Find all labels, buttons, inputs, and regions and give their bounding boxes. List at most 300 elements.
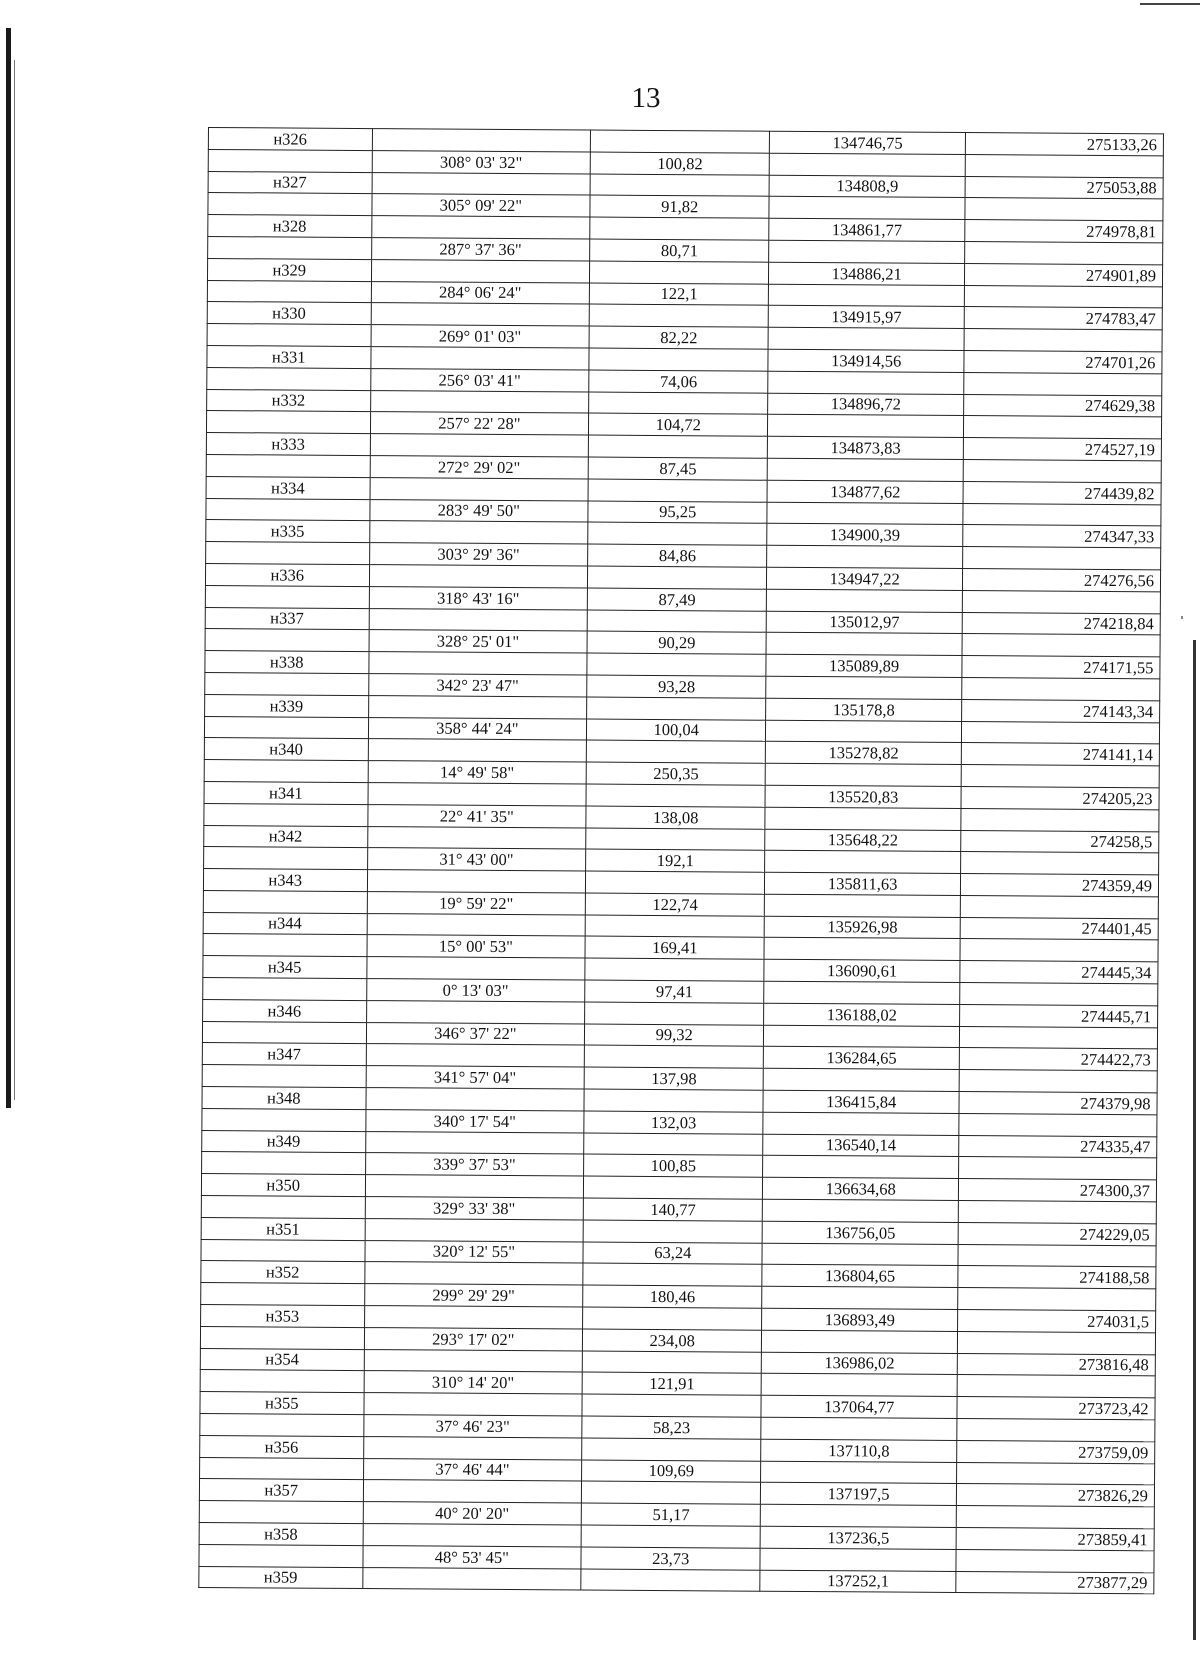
y-coordinate-cell: 274978,81 — [965, 220, 1163, 243]
x-coordinate-cell: 134886,21 — [769, 262, 965, 285]
point-id-cell: н346 — [203, 999, 367, 1022]
x-coordinate-cell: 134947,22 — [767, 567, 963, 590]
direction-angle-cell: 339° 37' 53" — [365, 1153, 584, 1176]
point-id-cell: н342 — [204, 825, 368, 848]
empty-cell — [371, 259, 590, 282]
point-id-cell: н358 — [199, 1522, 363, 1545]
y-coordinate-cell: 274439,82 — [963, 481, 1161, 504]
point-id-cell: н338 — [205, 651, 369, 674]
empty-cell — [761, 1417, 957, 1440]
empty-cell — [200, 1413, 364, 1436]
y-coordinate-cell: 274188,58 — [958, 1266, 1156, 1289]
y-coordinate-cell: 274300,37 — [958, 1179, 1156, 1202]
empty-cell — [964, 372, 1162, 395]
x-coordinate-cell: 135648,22 — [765, 829, 961, 852]
empty-cell — [206, 411, 370, 434]
empty-cell — [207, 367, 371, 390]
scan-edge-left-thin — [14, 60, 15, 1100]
empty-cell — [958, 1201, 1156, 1224]
x-coordinate-cell: 136634,68 — [763, 1177, 959, 1200]
empty-cell — [371, 216, 590, 239]
segment-length-cell: 63,24 — [583, 1242, 762, 1265]
point-id-cell: н332 — [207, 389, 371, 412]
empty-cell — [362, 1567, 581, 1590]
empty-cell — [764, 1025, 960, 1048]
empty-cell — [367, 870, 586, 893]
segment-length-cell: 87,45 — [588, 457, 767, 480]
point-id-cell: н337 — [205, 607, 369, 630]
empty-cell — [202, 1152, 366, 1175]
direction-angle-cell: 272° 29' 02" — [370, 456, 589, 479]
x-coordinate-cell: 134808,9 — [769, 175, 965, 198]
empty-cell — [370, 390, 589, 413]
x-coordinate-cell: 134900,39 — [767, 524, 963, 547]
empty-cell — [960, 895, 1158, 918]
point-id-cell: н336 — [205, 563, 369, 586]
empty-cell — [590, 217, 769, 240]
empty-cell — [365, 1131, 584, 1154]
empty-cell — [589, 392, 768, 415]
point-id-cell: н359 — [199, 1566, 363, 1589]
point-id-cell: н335 — [206, 520, 370, 543]
direction-angle-cell: 308° 03' 32" — [372, 150, 591, 173]
y-coordinate-cell: 274445,34 — [960, 961, 1158, 984]
empty-cell — [206, 454, 370, 477]
empty-cell — [200, 1326, 364, 1349]
segment-length-cell: 100,82 — [590, 152, 769, 175]
x-coordinate-cell: 134914,56 — [768, 349, 964, 372]
x-coordinate-cell: 137236,5 — [760, 1526, 956, 1549]
empty-cell — [589, 304, 768, 327]
empty-cell — [960, 939, 1158, 962]
segment-length-cell: 192,1 — [586, 849, 765, 872]
segment-length-cell: 138,08 — [586, 806, 765, 829]
empty-cell — [582, 1438, 761, 1461]
empty-cell — [369, 565, 588, 588]
y-coordinate-cell: 274229,05 — [958, 1222, 1156, 1245]
empty-cell — [203, 934, 367, 957]
empty-cell — [585, 958, 764, 981]
empty-cell — [764, 981, 960, 1004]
point-id-cell: н330 — [207, 302, 371, 325]
x-coordinate-cell: 135811,63 — [765, 872, 961, 895]
empty-cell — [959, 1157, 1157, 1180]
empty-cell — [763, 1112, 959, 1135]
empty-cell — [588, 479, 767, 502]
empty-cell — [369, 608, 588, 631]
point-id-cell: н349 — [202, 1130, 366, 1153]
direction-angle-cell: 15° 00' 53" — [366, 935, 585, 958]
point-id-cell: н352 — [201, 1261, 365, 1284]
empty-cell — [965, 154, 1163, 177]
segment-length-cell: 122,74 — [585, 893, 764, 916]
y-coordinate-cell: 273816,48 — [957, 1353, 1155, 1376]
empty-cell — [588, 566, 767, 589]
empty-cell — [588, 522, 767, 545]
point-id-cell: н328 — [208, 215, 372, 238]
direction-angle-cell: 318° 43' 16" — [369, 586, 588, 609]
direction-angle-cell: 37° 46' 23" — [363, 1415, 582, 1438]
empty-cell — [589, 348, 768, 371]
empty-cell — [964, 416, 1162, 439]
direction-angle-cell: 14° 49' 58" — [368, 761, 587, 784]
empty-cell — [581, 1569, 760, 1592]
segment-length-cell: 132,03 — [584, 1111, 763, 1134]
empty-cell — [768, 371, 964, 394]
point-id-cell: н333 — [206, 433, 370, 456]
x-coordinate-cell: 136756,05 — [762, 1221, 958, 1244]
empty-cell — [199, 1544, 363, 1567]
empty-cell — [363, 1436, 582, 1459]
empty-cell — [208, 193, 372, 216]
empty-cell — [364, 1349, 583, 1372]
empty-cell — [585, 1002, 764, 1025]
y-coordinate-cell: 274347,33 — [963, 525, 1161, 548]
direction-angle-cell: 31° 43' 00" — [367, 848, 586, 871]
empty-cell — [363, 1393, 582, 1416]
empty-cell — [203, 890, 367, 913]
empty-cell — [365, 1218, 584, 1241]
empty-cell — [368, 695, 587, 718]
x-coordinate-cell: 134896,72 — [768, 393, 964, 416]
direction-angle-cell: 283° 49' 50" — [369, 499, 588, 522]
scan-speck — [1181, 616, 1183, 619]
empty-cell — [202, 1021, 366, 1044]
empty-cell — [366, 1000, 585, 1023]
empty-cell — [585, 915, 764, 938]
empty-cell — [372, 129, 591, 152]
segment-length-cell: 104,72 — [589, 413, 768, 436]
empty-cell — [767, 589, 963, 612]
empty-cell — [370, 434, 589, 457]
empty-cell — [370, 477, 589, 500]
x-coordinate-cell: 136284,65 — [764, 1047, 960, 1070]
direction-angle-cell: 37° 46' 44" — [363, 1458, 582, 1481]
empty-cell — [766, 720, 962, 743]
empty-cell — [372, 172, 591, 195]
empty-cell — [201, 1283, 365, 1306]
empty-cell — [769, 197, 965, 220]
segment-length-cell: 80,71 — [590, 239, 769, 262]
segment-length-cell: 100,04 — [587, 719, 766, 742]
empty-cell — [763, 1156, 959, 1179]
empty-cell — [962, 634, 1160, 657]
segment-length-cell: 97,41 — [585, 980, 764, 1003]
direction-angle-cell: 305° 09' 22" — [371, 194, 590, 217]
empty-cell — [201, 1239, 365, 1262]
empty-cell — [763, 1068, 959, 1091]
empty-cell — [962, 677, 1160, 700]
x-coordinate-cell: 136893,49 — [762, 1308, 958, 1331]
y-coordinate-cell: 274276,56 — [963, 568, 1161, 591]
scan-edge-left — [6, 28, 11, 1108]
empty-cell — [202, 1065, 366, 1088]
empty-cell — [956, 1549, 1154, 1572]
direction-angle-cell: 19° 59' 22" — [367, 891, 586, 914]
x-coordinate-cell: 135278,82 — [766, 742, 962, 765]
segment-length-cell: 109,69 — [582, 1460, 761, 1483]
empty-cell — [205, 672, 369, 695]
segment-length-cell: 180,46 — [583, 1285, 762, 1308]
segment-length-cell: 93,28 — [587, 675, 766, 698]
empty-cell — [762, 1330, 958, 1353]
empty-cell — [367, 913, 586, 936]
point-id-cell: н348 — [202, 1087, 366, 1110]
direction-angle-cell: 256° 03' 41" — [370, 368, 589, 391]
empty-cell — [208, 149, 372, 172]
point-id-cell: н339 — [205, 694, 369, 717]
empty-cell — [206, 542, 370, 565]
empty-cell — [962, 721, 1160, 744]
point-id-cell: н343 — [203, 869, 367, 892]
point-id-cell: н344 — [203, 912, 367, 935]
y-coordinate-cell: 274141,14 — [961, 743, 1159, 766]
point-id-cell: н357 — [199, 1479, 363, 1502]
direction-angle-cell: 22° 41' 35" — [367, 804, 586, 827]
empty-cell — [961, 808, 1159, 831]
empty-cell — [767, 545, 963, 568]
empty-cell — [965, 242, 1163, 265]
empty-cell — [586, 828, 765, 851]
empty-cell — [584, 1045, 763, 1068]
empty-cell — [961, 765, 1159, 788]
empty-cell — [368, 652, 587, 675]
empty-cell — [963, 503, 1161, 526]
point-id-cell: н356 — [200, 1435, 364, 1458]
empty-cell — [371, 303, 590, 326]
point-id-cell: н341 — [204, 781, 368, 804]
segment-length-cell: 58,23 — [582, 1416, 761, 1439]
point-id-cell: н331 — [207, 345, 371, 368]
point-id-cell: н326 — [208, 128, 372, 151]
empty-cell — [207, 280, 371, 303]
empty-cell — [768, 415, 964, 438]
x-coordinate-cell: 137252,1 — [760, 1570, 956, 1593]
empty-cell — [963, 459, 1161, 482]
direction-angle-cell: 269° 01' 03" — [371, 325, 590, 348]
point-id-cell: н355 — [200, 1392, 364, 1415]
empty-cell — [763, 1199, 959, 1222]
segment-length-cell: 137,98 — [584, 1067, 763, 1090]
empty-cell — [770, 153, 966, 176]
empty-cell — [957, 1419, 1155, 1442]
empty-cell — [765, 763, 961, 786]
empty-cell — [764, 938, 960, 961]
empty-cell — [957, 1331, 1155, 1354]
empty-cell — [205, 585, 369, 608]
empty-cell — [761, 1374, 957, 1397]
x-coordinate-cell: 137197,5 — [761, 1483, 957, 1506]
empty-cell — [957, 1462, 1155, 1485]
empty-cell — [959, 1113, 1157, 1136]
empty-cell — [368, 782, 587, 805]
empty-cell — [959, 1070, 1157, 1093]
empty-cell — [363, 1524, 582, 1547]
y-coordinate-cell: 274901,89 — [965, 263, 1163, 286]
segment-length-cell: 100,85 — [584, 1154, 763, 1177]
empty-cell — [584, 1176, 763, 1199]
x-coordinate-cell: 134746,75 — [770, 131, 966, 154]
segment-length-cell: 84,86 — [588, 544, 767, 567]
empty-cell — [199, 1501, 363, 1524]
y-coordinate-cell: 274445,71 — [960, 1004, 1158, 1027]
empty-cell — [769, 240, 965, 263]
empty-cell — [962, 590, 1160, 613]
empty-cell — [964, 329, 1162, 352]
empty-cell — [204, 847, 368, 870]
empty-cell — [957, 1375, 1155, 1398]
point-id-cell: н354 — [200, 1348, 364, 1371]
segment-length-cell: 95,25 — [588, 501, 767, 524]
empty-cell — [364, 1262, 583, 1285]
x-coordinate-cell: 136804,65 — [762, 1265, 958, 1288]
empty-cell — [765, 894, 961, 917]
y-coordinate-cell: 274701,26 — [964, 350, 1162, 373]
point-id-cell: н353 — [201, 1305, 365, 1328]
x-coordinate-cell: 137110,8 — [761, 1439, 957, 1462]
segment-length-cell: 74,06 — [589, 370, 768, 393]
empty-cell — [762, 1243, 958, 1266]
empty-cell — [964, 285, 1162, 308]
y-coordinate-cell: 274379,98 — [959, 1092, 1157, 1115]
empty-cell — [960, 983, 1158, 1006]
segment-length-cell: 91,82 — [590, 195, 769, 218]
y-coordinate-cell: 274401,45 — [960, 917, 1158, 940]
empty-cell — [584, 1133, 763, 1156]
empty-cell — [760, 1548, 956, 1571]
empty-cell — [206, 498, 370, 521]
segment-length-cell: 122,1 — [590, 283, 769, 306]
x-coordinate-cell: 135926,98 — [764, 916, 960, 939]
x-coordinate-cell: 135520,83 — [765, 785, 961, 808]
empty-cell — [366, 957, 585, 980]
empty-cell — [589, 435, 768, 458]
empty-cell — [366, 1044, 585, 1067]
point-id-cell: н347 — [202, 1043, 366, 1066]
direction-angle-cell: 329° 33' 38" — [365, 1197, 584, 1220]
y-coordinate-cell: 274527,19 — [963, 438, 1161, 461]
x-coordinate-cell: 136188,02 — [764, 1003, 960, 1026]
empty-cell — [958, 1244, 1156, 1267]
x-coordinate-cell: 134861,77 — [769, 218, 965, 241]
y-coordinate-cell: 275053,88 — [965, 176, 1163, 199]
direction-angle-cell: 346° 37' 22" — [366, 1022, 585, 1045]
empty-cell — [369, 521, 588, 544]
direction-angle-cell: 287° 37' 36" — [371, 238, 590, 261]
point-id-cell: н334 — [206, 476, 370, 499]
empty-cell — [586, 784, 765, 807]
x-coordinate-cell: 135178,8 — [766, 698, 962, 721]
y-coordinate-cell: 274205,23 — [961, 786, 1159, 809]
empty-cell — [582, 1394, 761, 1417]
empty-cell — [586, 740, 765, 763]
y-coordinate-cell: 274258,5 — [961, 830, 1159, 853]
empty-cell — [203, 978, 367, 1001]
page-number: 13 — [631, 82, 661, 114]
empty-cell — [365, 1088, 584, 1111]
empty-cell — [367, 826, 586, 849]
x-coordinate-cell: 135012,97 — [766, 611, 962, 634]
empty-cell — [586, 871, 765, 894]
empty-cell — [766, 676, 962, 699]
empty-cell — [587, 653, 766, 676]
direction-angle-cell: 342° 23' 47" — [368, 673, 587, 696]
direction-angle-cell: 48° 53' 45" — [362, 1545, 581, 1568]
x-coordinate-cell: 134873,83 — [768, 436, 964, 459]
empty-cell — [587, 610, 766, 633]
direction-angle-cell: 40° 20' 20" — [363, 1502, 582, 1525]
empty-cell — [766, 633, 962, 656]
y-coordinate-cell: 274335,47 — [959, 1135, 1157, 1158]
scan-edge-right — [1193, 640, 1196, 1640]
empty-cell — [767, 458, 963, 481]
empty-cell — [201, 1196, 365, 1219]
empty-cell — [583, 1263, 762, 1286]
direction-angle-cell: 358° 44' 24" — [368, 717, 587, 740]
x-coordinate-cell: 134915,97 — [768, 306, 964, 329]
empty-cell — [363, 1480, 582, 1503]
empty-cell — [370, 347, 589, 370]
x-coordinate-cell: 134877,62 — [767, 480, 963, 503]
direction-angle-cell: 293° 17' 02" — [364, 1327, 583, 1350]
direction-angle-cell: 310° 14' 20" — [364, 1371, 583, 1394]
point-id-cell: н327 — [208, 171, 372, 194]
y-coordinate-cell: 274218,84 — [962, 612, 1160, 635]
y-coordinate-cell: 274143,34 — [962, 699, 1160, 722]
empty-cell — [591, 130, 770, 153]
direction-angle-cell: 328° 25' 01" — [369, 630, 588, 653]
empty-cell — [207, 324, 371, 347]
segment-length-cell: 99,32 — [585, 1024, 764, 1047]
segment-length-cell: 234,08 — [583, 1329, 762, 1352]
y-coordinate-cell: 274422,73 — [959, 1048, 1157, 1071]
segment-length-cell: 82,22 — [589, 326, 768, 349]
direction-angle-cell: 284° 06' 24" — [371, 281, 590, 304]
segment-length-cell: 87,49 — [587, 588, 766, 611]
x-coordinate-cell: 136986,02 — [762, 1352, 958, 1375]
y-coordinate-cell: 274783,47 — [964, 307, 1162, 330]
segment-length-cell: 121,91 — [582, 1372, 761, 1395]
empty-cell — [761, 1504, 957, 1527]
y-coordinate-cell: 273826,29 — [956, 1484, 1154, 1507]
empty-cell — [587, 697, 766, 720]
x-coordinate-cell: 136415,84 — [763, 1090, 959, 1113]
point-id-cell: н329 — [207, 258, 371, 281]
x-coordinate-cell: 137064,77 — [761, 1395, 957, 1418]
direction-angle-cell: 0° 13' 03" — [366, 979, 585, 1002]
direction-angle-cell: 320° 12' 55" — [364, 1240, 583, 1263]
empty-cell — [769, 284, 965, 307]
empty-cell — [960, 1026, 1158, 1049]
empty-cell — [584, 1089, 763, 1112]
segment-length-cell: 169,41 — [585, 937, 764, 960]
empty-cell — [958, 1288, 1156, 1311]
y-coordinate-cell: 273859,41 — [956, 1527, 1154, 1550]
empty-cell — [200, 1457, 364, 1480]
empty-cell — [204, 760, 368, 783]
empty-cell — [762, 1286, 958, 1309]
direction-angle-cell: 303° 29' 36" — [369, 543, 588, 566]
empty-cell — [583, 1220, 762, 1243]
point-id-cell: н345 — [203, 956, 367, 979]
empty-cell — [961, 852, 1159, 875]
empty-cell — [204, 803, 368, 826]
point-id-cell: н350 — [201, 1174, 365, 1197]
empty-cell — [205, 629, 369, 652]
empty-cell — [200, 1370, 364, 1393]
segment-length-cell: 23,73 — [581, 1547, 760, 1570]
scan-mark-top — [1140, 3, 1200, 5]
